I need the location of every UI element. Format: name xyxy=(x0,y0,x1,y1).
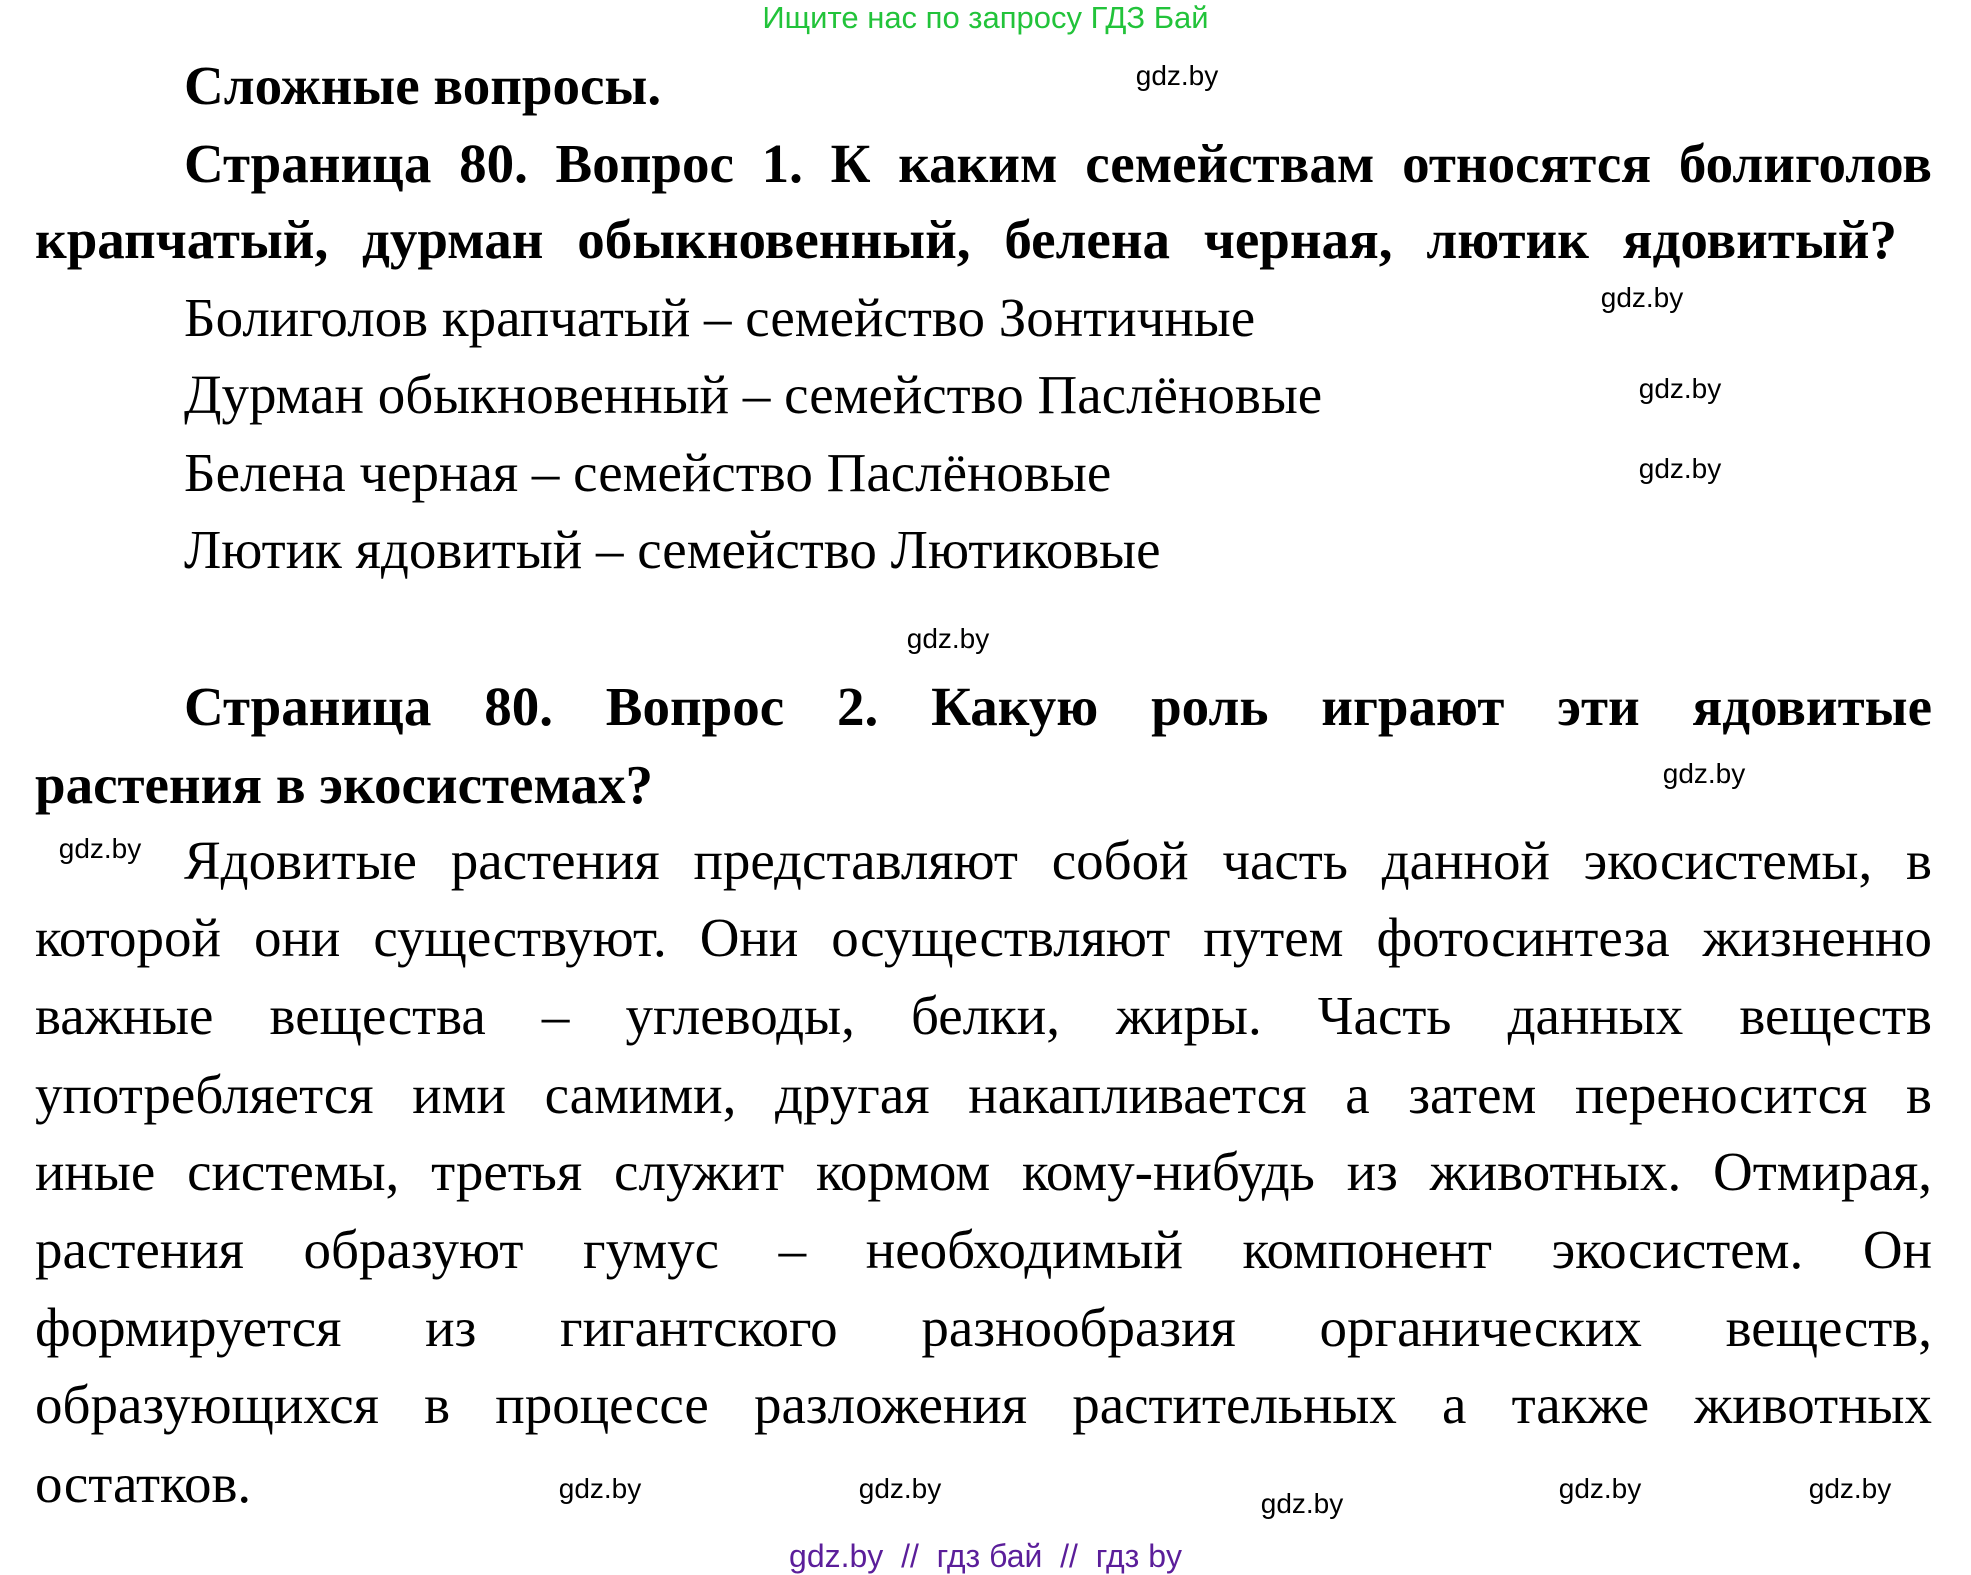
answer-line: Дурман обыкновенный – семейство Паслёновые xyxy=(184,364,1323,425)
watermark: gdz.by xyxy=(1135,60,1219,91)
paragraph-line: важные вещества – углеводы, белки, жиры. Часть данных веществ xyxy=(35,985,1932,1046)
search-banner: Ищите нас по запросу ГДЗ Бай xyxy=(762,0,1209,35)
watermark: gdz.by xyxy=(558,1473,642,1504)
paragraph-line: остатков. xyxy=(35,1453,252,1514)
paragraph-line: формируется из гигантского разнообразия органических веществ, xyxy=(35,1297,1932,1358)
watermark: gdz.by xyxy=(1260,1488,1344,1519)
footer-links: gdz.by // гдз бай // гдз by xyxy=(789,1538,1182,1574)
paragraph-line: растения образуют гумус – необходимый компонент экосистем. Он xyxy=(35,1219,1932,1280)
question1-line: Страница 80. Вопрос 1. К каким семействам относятся болиголов xyxy=(184,133,1932,194)
watermark: gdz.by xyxy=(1558,1473,1642,1504)
paragraph-line: иные системы, третья служит кормом кому-нибудь из животных. Отмирая, xyxy=(35,1141,1932,1202)
watermark: gdz.by xyxy=(58,833,142,864)
answer-line: Лютик ядовитый – семейство Лютиковые xyxy=(184,519,1161,580)
watermark: gdz.by xyxy=(1638,453,1722,484)
paragraph-line: которой они существуют. Они осуществляют путем фотосинтеза жизненно xyxy=(35,907,1932,968)
answer-line: Белена черная – семейство Паслёновые xyxy=(184,442,1112,503)
question2-line: растения в экосистемах? xyxy=(35,754,654,815)
watermark: gdz.by xyxy=(1808,1473,1892,1504)
paragraph-line: употребляется ими самими, другая накапливается а затем переносится в xyxy=(35,1064,1932,1125)
question2-line: Страница 80. Вопрос 2. Какую роль играют эти ядовитые xyxy=(184,676,1932,737)
watermark: gdz.by xyxy=(1600,282,1684,313)
paragraph-line: Ядовитые растения представляют собой часть данной экосистемы, в xyxy=(184,830,1932,891)
question1-line: крапчатый, дурман обыкновенный, белена черная, лютик ядовитый? xyxy=(35,209,1897,270)
answer-line: Болиголов крапчатый – семейство Зонтичные xyxy=(184,287,1256,348)
watermark: gdz.by xyxy=(1638,373,1722,404)
paragraph-line: образующихся в процессе разложения растительных а также животных xyxy=(35,1374,1932,1435)
watermark: gdz.by xyxy=(906,623,990,654)
watermark: gdz.by xyxy=(1662,758,1746,789)
section-title: Сложные вопросы. xyxy=(184,55,662,116)
watermark: gdz.by xyxy=(858,1473,942,1504)
